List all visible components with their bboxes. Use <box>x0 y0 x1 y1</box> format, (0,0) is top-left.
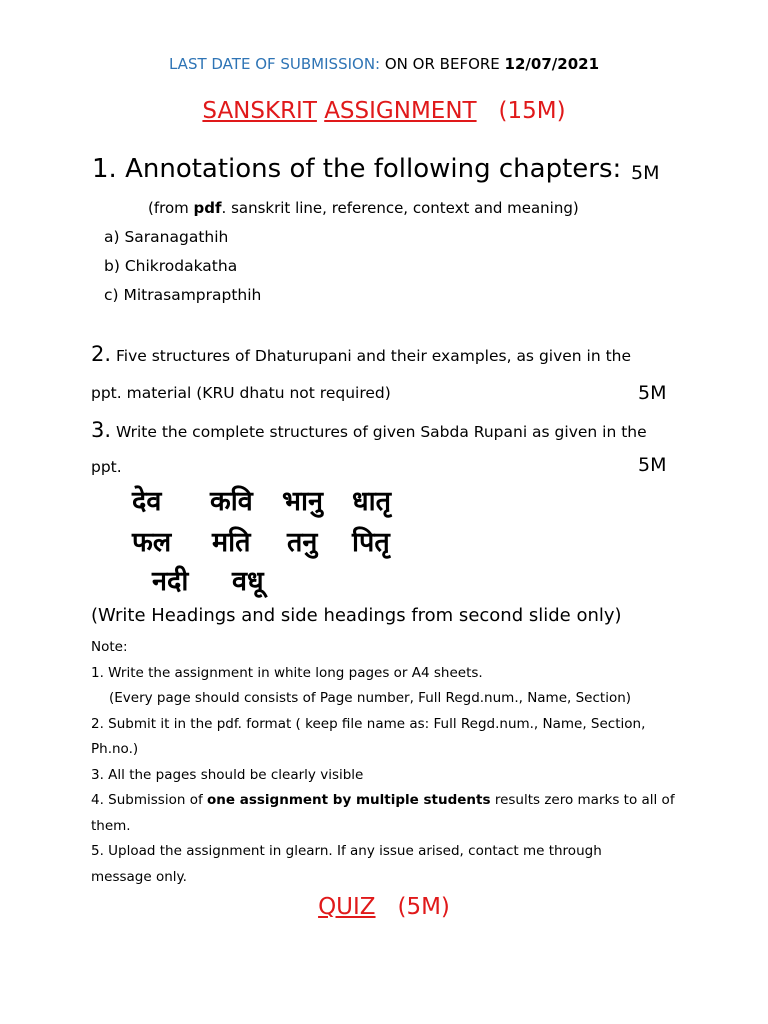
sanskrit-word: धातृ <box>352 486 391 517</box>
q3-text: Write the complete structures of given Sabda Rupani as given in the <box>111 423 647 441</box>
sanskrit-word: पितृ <box>352 527 390 558</box>
question-3 <box>91 418 647 443</box>
sanskrit-word: वधू <box>232 566 264 597</box>
question-1-marks: 5M <box>631 162 660 184</box>
note-1: 1. Write the assignment in white long pages or A4 sheets. <box>91 665 483 681</box>
chapter-item: c) Mitrasamprapthih <box>104 286 262 304</box>
note-1-detail: (Every page should consists of Page number, Full Regd.num., Name, Section) <box>109 690 632 706</box>
q2-text: Five structures of Dhaturupani and their examples, as given in the <box>111 347 632 365</box>
chapter-item: b) Chikrodakatha <box>104 257 238 275</box>
note-4-after: results zero marks to all of <box>490 792 675 808</box>
sanskrit-word: भानु <box>282 486 323 517</box>
sanskrit-word: मति <box>212 527 251 558</box>
page-title <box>0 98 768 126</box>
q3-number: 3. <box>91 418 112 442</box>
question-1-instructions <box>148 199 579 217</box>
deadline-prefix: ON OR BEFORE <box>380 55 505 73</box>
sanskrit-word: कवि <box>210 486 253 517</box>
quiz-title <box>0 894 768 922</box>
note-4-cont: them. <box>91 818 131 834</box>
question-3-marks: 5M <box>638 454 667 476</box>
question-2-line-2: ppt. material (KRU dhatu not required) <box>91 384 391 402</box>
word-row-2 <box>0 527 768 567</box>
q1-sub-before: (from <box>148 199 194 217</box>
headings-instruction: (Write Headings and side headings from second slide only) <box>91 605 622 626</box>
note-5-cont: message only. <box>91 869 187 885</box>
deadline-label: LAST DATE OF SUBMISSION: <box>168 55 381 73</box>
title-marks: (15M) <box>498 98 566 124</box>
title-assignment: ASSIGNMENT <box>324 98 477 124</box>
note-2: 2. Submit it in the pdf. format ( keep file name as: Full Regd.num., Name, Section, <box>91 716 646 732</box>
sanskrit-word: तनु <box>287 527 318 558</box>
sanskrit-word: देव <box>132 486 162 517</box>
question-1: 1. Annotations of the following chapters: <box>92 154 622 184</box>
quiz-word: QUIZ <box>318 894 376 920</box>
note-4-before: 4. Submission of <box>91 792 207 808</box>
word-row-1 <box>0 486 768 526</box>
note-4-bold: one assignment by multiple students <box>207 792 491 808</box>
note-3: 3. All the pages should be clearly visible <box>91 767 364 783</box>
question-3-line-2: ppt. <box>91 458 122 476</box>
chapter-item: a) Saranagathih <box>104 228 229 246</box>
q1-sub-bold: pdf <box>193 199 222 217</box>
q2-number: 2. <box>91 342 112 366</box>
note-heading: Note: <box>91 639 128 655</box>
question-2 <box>91 342 631 367</box>
deadline-date: 12/07/2021 <box>504 55 599 73</box>
submission-deadline <box>0 55 768 73</box>
word-row-3 <box>0 566 768 606</box>
sanskrit-word: नदी <box>152 566 189 597</box>
sanskrit-word: फल <box>132 527 172 558</box>
note-5: 5. Upload the assignment in glearn. If any issue arised, contact me through <box>91 843 602 859</box>
quiz-marks: (5M) <box>397 894 450 920</box>
q1-sub-after: . sanskrit line, reference, context and meaning) <box>221 199 579 217</box>
note-2-cont: Ph.no.) <box>91 741 139 757</box>
title-sanskrit: SANSKRIT <box>202 98 317 124</box>
question-2-marks: 5M <box>638 382 667 404</box>
note-4 <box>91 792 675 808</box>
